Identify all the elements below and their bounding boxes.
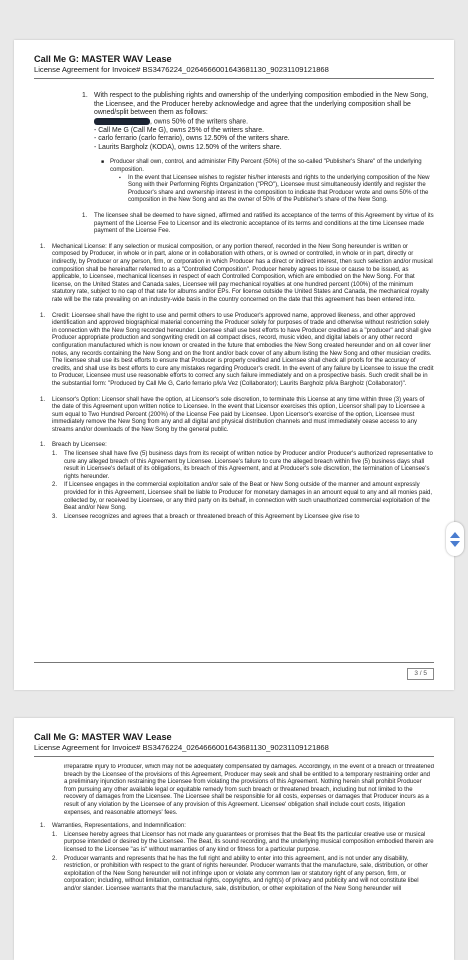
warranties-heading: Warranties, Representations, and Indemnification: [52, 823, 186, 830]
pro-registration-bullet: ▪ In the event that Licensee wishes to register his/her interests and rights to the underlying composition of the New Song with their Performing Rights Organization ("PRO"), Licensee must simultaneously identify and register the Producer's share and ownership interest in the composition to indicate that Producer wrote and owns 50% of the composition in the New Song and as the owner of 50% of the Publisher's share of the New Song. [118, 175, 434, 205]
scroll-up-icon[interactable] [450, 532, 460, 538]
footer-divider [34, 662, 434, 663]
breach-continuation: irreparable injury to Producer, which may not be adequately compensated by damages. Accordingly, in the event of a breach or threatened breach by the Licensee of the provisions of this Agreement, Producer may seek and shall be entitled to a temporary restraining order and a preliminary injunction restraining the Licensee from violating the provisions of this Agreement. Nothing herein shall prohibit Producer from pursuing any other available legal or equitable remedy from such breach or threatened breach, including but not limited to the recovery of damages from the Licensee. The Licensee shall be responsible for all costs, expenses or damages that Producer incurs as a result of any violation by the Licensee of any provision of this Agreement. Licensee' obligation shall include court costs, litigation expenses, and reasonable attorneys' fees. [64, 764, 434, 816]
document-page-4 [14, 718, 454, 960]
redaction-mark [94, 118, 150, 125]
writers-share-line: - Call Me G (Call Me G), owns 25% of the writers share. [94, 126, 265, 134]
breach-item: 1. The licensee shall have five (5) business days from its receipt of written notice by Producer and/or Producer's authorized representative to cure any alleged breach of this Agreement by Licensee. Licensee's failure to cure the alleged breach within five (5) business days shall result in Licensee's default of its obligations, its breach of this Agreement, and at Producer's sole discretion, the termination of Licensee's rights hereunder. [52, 451, 433, 480]
page-header [34, 732, 434, 753]
acceptance-clause: 1. The licensee shall be deemed to have signed, affirmed and ratified its acceptance of the terms of this Agreement by virtue of its payment of the License Fee to Licensor and its electronic acceptance of its terms and conditions at the time Licensee made payment of the License Fee. [82, 213, 434, 235]
breach-heading: Breach by Licensee: [52, 442, 107, 449]
warranty-item: 1. Licensee hereby agrees that Licensor has not made any guarantees or promises that the Beat fits the particular creative use or musical purpose intended or desired by the Licensee. The Beat, its sound recording, and the underlying musical composition embodied therein are licensed to the Licensee "as is" without warranties of any kind or fitness for a particular purpose. [52, 831, 434, 853]
breach-item: 3. Licensee recognizes and agrees that a breach or threatened breach of this Agreement by Licensee give rise to [52, 513, 360, 520]
page-number: 3 / 5 [407, 668, 434, 680]
publishing-intro: With respect to the publishing rights and ownership of the underlying composition embodied in the New Song, the Licensee, and the Producer hereby acknowledge and agree that the underlying composition shall be owned/split between them as follows: [94, 92, 429, 117]
writers-share-line: - carlo ferrario (carlo ferrario), owns 12.50% of the writers share. [94, 135, 290, 143]
scroll-down-icon[interactable] [450, 541, 460, 547]
page-scroll-control[interactable] [446, 522, 464, 556]
warranties-clause: 1. Warranties, Representations, and Indemnification: 1. Licensee hereby agrees that Licensor has not made any guarantees or promises that the Beat fits the particular creative use or musical purpose intended or desired by the Licensee. The Beat, its sound recording, and the underlying musical composition embodied therein are licensed to the Licensee "as is" without warranties of any kind or fitness for a particular purpose. 2. Producer warrants and represents that he has the full right and ability to enter into this agreement, and is not under any disability, restriction, or prohibition with respect to the grant of rights hereunder. Producer warrants that the manufacture, sale, distribution, or other exploitation of the New Song hereunder will not infringe upon or violate any common law or statutory right of any person, firm, or corporation; including, without limitation, contractual rights, copyrights, and right(s) of privacy and publicity and will not constitute libel and/or slander. Licensee warrants that the manufacture, sale, distribution, or other exploitation of the New Song hereunder will [40, 823, 434, 892]
document-title: Call Me G: MASTER WAV Lease [34, 54, 172, 64]
breach-clause: 1. Breach by Licensee: 1. The licensee shall have five (5) business days from its receipt of written notice by Producer and/or Producer's authorized representative to cure any alleged breach of this Agreement by Licensee. Licensee's failure to cure the alleged breach within five (5) business days shall result in Licensee's default of its obligations, its breach of this Agreement, and at Producer's sole discretion, the termination of Licensee's rights hereunder. 2. If Licensee engages in the commercial exploitation and/or sale of the Beat or New Song outside of the manner and amount expressly provided for in this Agreement, Licensee shall be liable to Producer for monetary damages in an amount equal to any and all monies paid, collected by, or received by Licensee, or any third party on its behalf, in connection with such unauthorized commercial exploitation of the Beat and/or New Song. 3. Licensee recognizes and agrees that a breach or threatened breach of this Agreement by Licensee give rise to [40, 442, 433, 520]
breach-item: 2. If Licensee engages in the commercial exploitation and/or sale of the Beat or New Song outside of the manner and amount expressly provided for in this Agreement, Licensee shall be liable to Producer for monetary damages in an amount equal to any and all monies paid, collected by, or received by Licensee, or any third party on its behalf, in connection with such unauthorized commercial exploitation of the Beat and/or New Song. [52, 482, 433, 512]
writers-share-line: - Laurits Bargholz (KODA), owns 12.50% of the writers share. [94, 143, 282, 151]
page-body [38, 764, 434, 960]
page-header [34, 54, 434, 75]
header-divider [34, 78, 434, 79]
warranty-item: 2. Producer warrants and represents that he has the full right and ability to enter into this agreement, and is not under any disability, restriction, or prohibition with respect to the grant of rights hereunder. Producer warrants that the manufacture, sale, distribution, or other exploitation of the New Song hereunder will not infringe upon or violate any common law or statutory right of any person, firm, or corporation; including, without limitation, contractual rights, copyrights, and right(s) of privacy and publicity and will not constitute libel and/or slander. Licensee warrants that the manufacture, sale, distribution, or other exploitation of the New Song hereunder will [52, 855, 429, 892]
writers-share-line: , owns 50% of the writers share. [94, 118, 434, 127]
invoice-line: License Agreement for Invoice# BS3476224_0264666001643681130_90231109121868 [34, 65, 329, 74]
credit-clause: 1. Credit: Licensee shall have the right to use and permit others to use Producer's approved name, approved likeness, and other approved identification and approved biographical material concerning the Producer solely for purposes of trade and otherwise without restriction solely in connection with the New Song recorded hereunder. Licensee shall use best efforts to have Producer credited as a "producer" and shall give Producer appropriate production and songwriting credit on all compact discs, record, music video, and digital labels or any other record configuration manufactured which is now known or created in the future that embodies the New Song created hereunder and on all cover liner notes, any records containing the New Song and on the front and/or back cover of any album listing the New Song and other musician credits. The licensee shall use its best efforts to ensure that Producer is properly credited and Licensee shall check all proofs for the accuracy of credits, and shall use its best efforts to cure any mistakes regarding Producer's credit. In the event of any failure by Licensee to issue the credit to Producer, Licensee must use reasonable efforts to correct any such failure immediately and on a prospective basis. Such credit shall be in the substantial form: "Produced by Call Me G, Carlo ferrario p/k/a Vez (Collaborator); Laurits Bargholz p/k/a Bargholz (Collaborator)". [40, 312, 434, 387]
invoice-line: License Agreement for Invoice# BS3476224_0264666001643681130_90231109121868 [34, 743, 329, 752]
writers-share-list [94, 118, 434, 153]
publishing-clause: 1. With respect to the publishing rights and ownership of the underlying composition embodied in the New Song, the Licensee, and the Producer hereby acknowledge and agree that the underlying composition shall be owned/split between them as follows: , owns 50% of the writers share. - Call Me G (Call Me G), owns 25% of the writers share. - carlo ferrario (carlo ferrario), owns 12.50% of the writers share. - Laurits Bargholz (KODA), owns 12.50% of the writers share. ■ Producer shall own, control, and administer Fifty Percent (50%) of the so-called "Publisher's Share" of the underlying composition. ▪ In the event that Licensee wishes to register his/her interests and rights to the underlying composition of the New Song with their Performing Rights Organization ("PRO"), Licensee must simultaneously identify and register the Producer's share and ownership interest in the composition to indicate that Producer wrote and owns 50% of the composition in the New Song and as the owner of 50% of the Publisher's share of the New Song. [80, 92, 434, 205]
mechanical-license-clause: 1. Mechanical License: If any selection or musical composition, or any portion thereof, recorded in the New Song hereunder is written or composed by Producer, in whole or in part, alone or in collaboration with others, or is owned or controlled, in whole or in part, directly or indirectly, by Producer or any person, firm, or corporation in which Producer has a direct or indirect interest, then such selection and/or musical composition shall be hereinafter referred to as a "Controlled Composition". Producer hereby agrees to issue or cause to be issued, as applicable, to Licensee, mechanical licenses in respect of each Controlled Composition, which are embodied on the New Song. For that license, on the United States and Canada sales, Licensee will pay mechanical royalties at one hundred percent (100%) of the minimum statutory rate, subject to no cap of that rate for albums and/or EPs. For license outside the United States and Canada, the mechanical royalty rate will be the rate prevailing on an industry-wide basis in the country concerned on the date that this agreement has been entered into. [40, 243, 433, 303]
document-title: Call Me G: MASTER WAV Lease [34, 732, 172, 742]
header-divider [34, 756, 434, 757]
page-body [38, 92, 434, 526]
licensor-option-clause: 1. Licensor's Option: Licensor shall have the option, at Licensor's sole discretion, to terminate this License at any time within three (3) years of the date of this Agreement upon written notice to Licensee. In the event that Licensor exercises this option, Licensor shall pay to Licensee a sum equal to Two Hundred Percent (200%) of the License Fee paid by Licensee. Upon Licensor's exercise of the option, Licensee must immediately remove the New Song from any and all digital and physical distribution channels and must immediately cease access to any streams and/or downloads of the New Song by the general public. [40, 396, 425, 433]
publisher-share-bullet: ■ Producer shall own, control, and administer Fifty Percent (50%) of the so-called "Publisher's Share" of the underlying composition. ▪ In the event that Licensee wishes to register his/her interests and rights to the underlying composition of the New Song with their Performing Rights Organization ("PRO"), Licensee must simultaneously identify and register the Producer's share and ownership interest in the composition to indicate that Producer wrote and owns 50% of the composition in the New Song and as the owner of 50% of the Publisher's share of the New Song. [100, 159, 434, 205]
document-page-3 [14, 40, 454, 690]
